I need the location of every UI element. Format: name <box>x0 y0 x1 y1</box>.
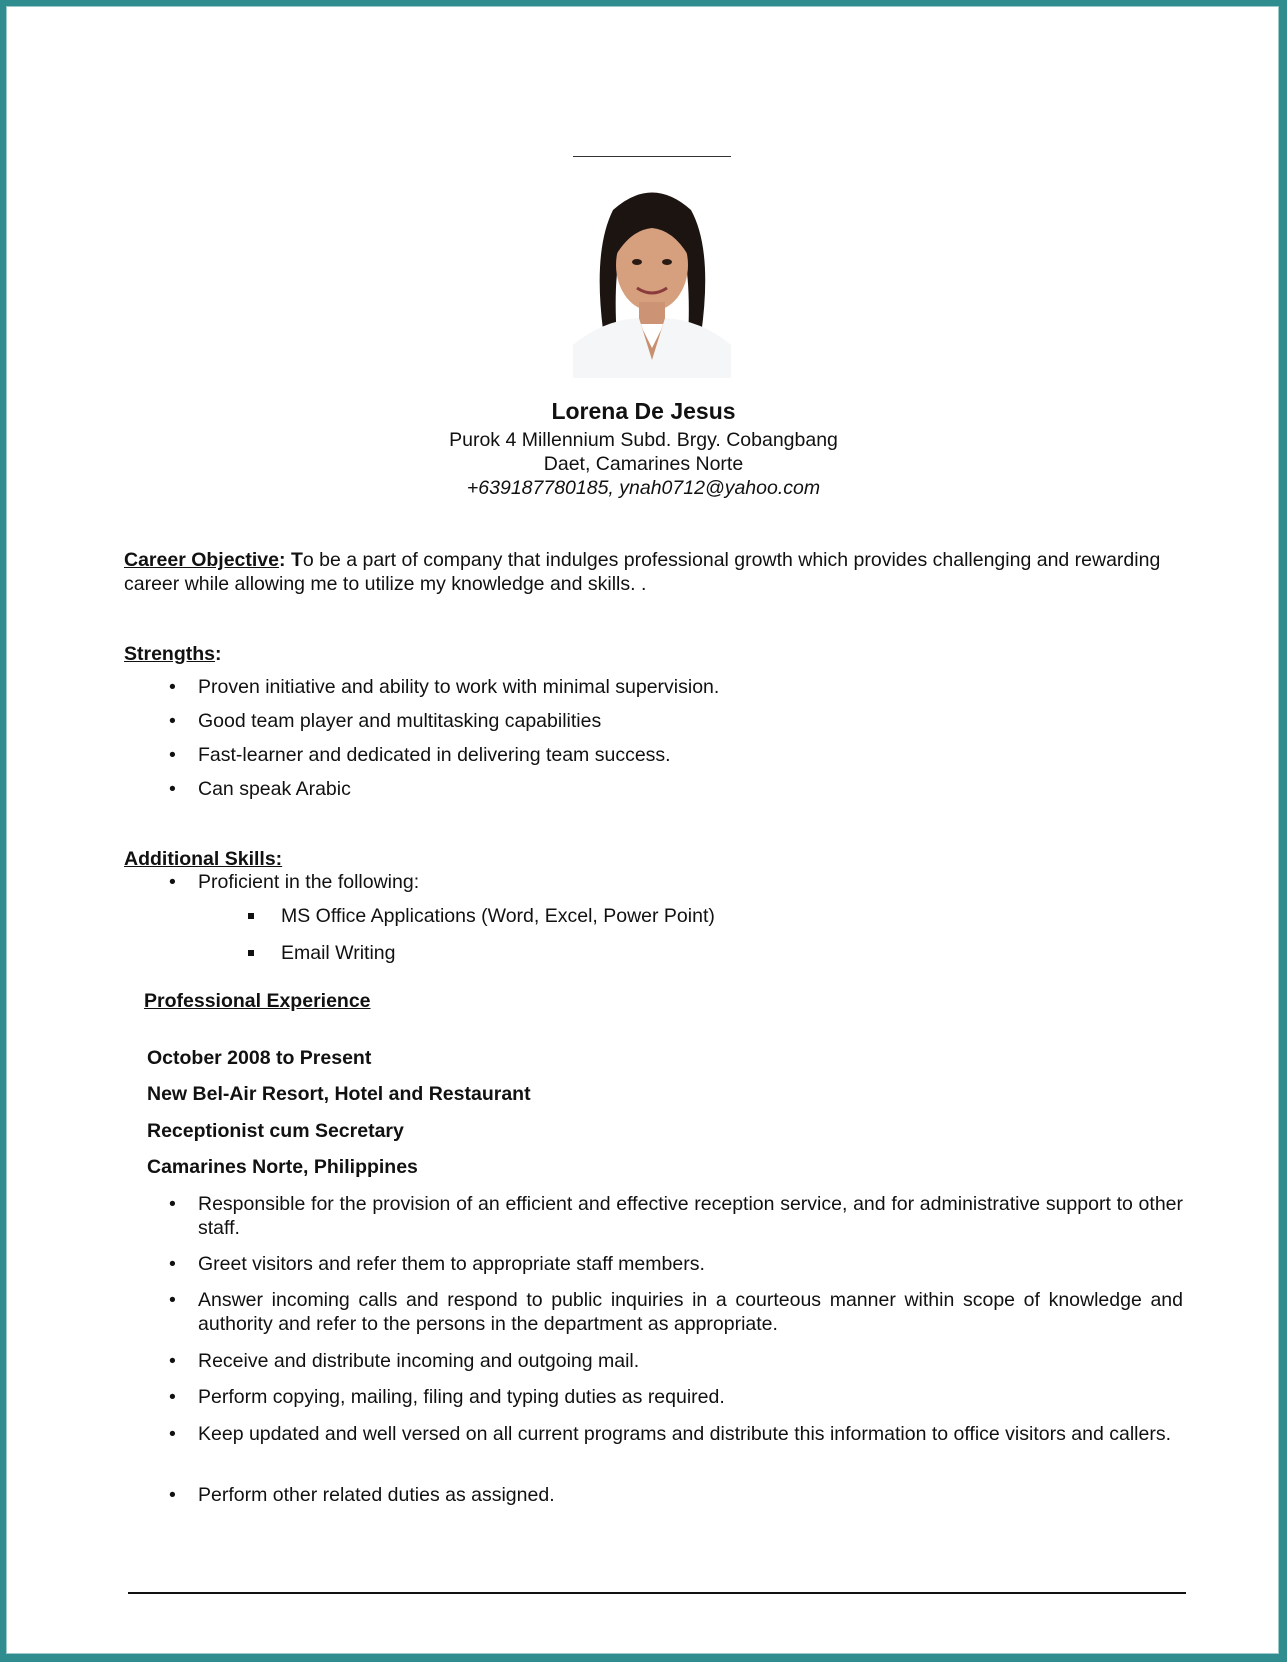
photo-top-rule <box>573 156 731 157</box>
bottom-rule <box>128 1592 1186 1594</box>
duty-item: Keep updated and well versed on all current programs and distribute this information to office visitors and callers. <box>198 1423 1171 1445</box>
career-objective-first-letter: T <box>290 549 303 571</box>
job-company: New Bel-Air Resort, Hotel and Restaurant <box>147 1083 531 1105</box>
bullet-icon: • <box>169 710 176 732</box>
strength-item: Good team player and multitasking capabilities <box>198 710 602 732</box>
duty-item: Perform other related duties as assigned. <box>198 1484 555 1506</box>
square-bullet-icon <box>248 913 254 919</box>
bullet-icon: • <box>169 1253 176 1275</box>
address-line-2: Daet, Camarines Norte <box>543 453 744 475</box>
career-objective <box>124 548 1184 596</box>
strengths-colon: : <box>215 643 222 665</box>
skills-intro: Proficient in the following: <box>198 871 420 893</box>
job-position: Receptionist cum Secretary <box>147 1120 404 1142</box>
bullet-icon: • <box>169 1289 176 1311</box>
duty-item: Answer incoming calls and respond to public inquiries in a courteous manner within scope of knowledge and authority and refer to the persons in the department as appropriate. <box>198 1289 1183 1335</box>
strengths-label: Strengths <box>124 643 216 665</box>
skill-item: Email Writing <box>281 942 396 964</box>
bullet-icon: • <box>169 1193 176 1215</box>
square-bullet-icon <box>248 950 254 956</box>
duty-item: Greet visitors and refer them to appropriate staff members. <box>198 1253 705 1275</box>
strengths-heading <box>124 642 222 666</box>
bullet-icon: • <box>169 744 176 766</box>
bullet-icon: • <box>169 1484 176 1506</box>
strength-item: Fast-learner and dedicated in delivering team success. <box>198 744 671 766</box>
bullet-icon: • <box>169 778 176 800</box>
additional-skills-heading: Additional Skills: <box>124 848 283 870</box>
bullet-icon: • <box>169 1386 176 1408</box>
contact-info: +639187780185, ynah0712@yahoo.com <box>466 477 821 499</box>
bullet-icon: • <box>169 1350 176 1372</box>
strength-item: Can speak Arabic <box>198 778 351 800</box>
job-period: October 2008 to Present <box>147 1047 372 1069</box>
job-location: Camarines Norte, Philippines <box>147 1156 418 1178</box>
profile-photo <box>573 170 731 378</box>
bullet-icon: • <box>169 1423 176 1445</box>
bullet-icon: • <box>169 676 176 698</box>
career-objective-colon: : <box>279 549 291 571</box>
career-objective-label: Career Objective <box>124 549 280 571</box>
professional-experience-heading: Professional Experience <box>144 990 371 1012</box>
strength-item: Proven initiative and ability to work with minimal supervision. <box>198 676 720 698</box>
bullet-icon: • <box>169 871 176 893</box>
duty-item: Responsible for the provision of an efficient and effective reception service, and for administrative support to other staff. <box>198 1193 1183 1239</box>
resume-page <box>6 6 1279 1654</box>
duty-item: Receive and distribute incoming and outgoing mail. <box>198 1350 640 1372</box>
skill-item: MS Office Applications (Word, Excel, Power Point) <box>281 905 715 927</box>
applicant-name: Lorena De Jesus <box>551 398 736 424</box>
address-line-1: Purok 4 Millennium Subd. Brgy. Cobangbang <box>449 429 838 451</box>
duty-item: Perform copying, mailing, filing and typing duties as required. <box>198 1386 725 1408</box>
career-objective-text: o be a part of company that indulges professional growth which provides challenging and rewarding career while allowing me to utilize my knowledge and skills. . <box>124 549 1161 595</box>
